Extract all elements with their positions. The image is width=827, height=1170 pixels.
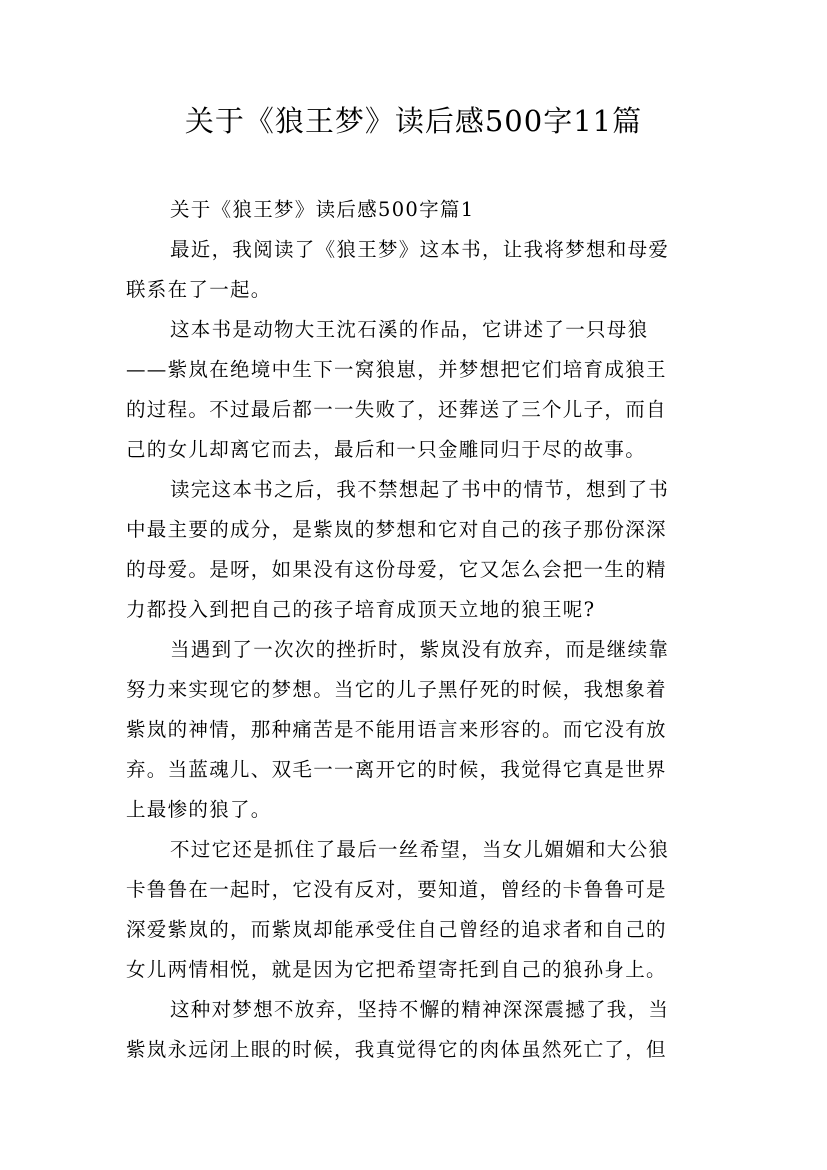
paragraph-line: 力都投入到把自己的孩子培育成顶天立地的狼王呢? (126, 598, 596, 621)
document-title: 关于《狼王梦》读后感500字11篇 (184, 104, 643, 138)
paragraph-line: 读完这本书之后，我不禁想起了书中的情节，想到了书 (170, 478, 670, 501)
paragraph-line: 这本书是动物大王沈石溪的作品，它讲述了一只母狼 (170, 318, 649, 341)
paragraph-line: 弃。当蓝魂儿、双毛一一离开它的时候，我觉得它真是世界 (126, 758, 667, 781)
paragraph-line: 己的女儿却离它而去，最后和一只金雕同归于尽的故事。 (126, 438, 647, 461)
paragraph-line: 不过它还是抓住了最后一丝希望，当女儿媚媚和大公狼 (170, 838, 670, 861)
paragraph-line: 女儿两情相悦，就是因为它把希望寄托到自己的狼孙身上。 (126, 958, 667, 981)
paragraph-line: 的母爱。是呀，如果没有这份母爱，它又怎么会把一生的精 (126, 558, 667, 581)
paragraph-line: 上最惨的狼了。 (126, 798, 272, 821)
document-body (126, 190, 706, 1070)
paragraph-line: 卡鲁鲁在一起时，它没有反对，要知道，曾经的卡鲁鲁可是 (126, 878, 667, 901)
paragraph-line: 紫岚永远闭上眼的时候，我真觉得它的肉体虽然死亡了，但 (126, 1038, 667, 1061)
paragraph-line: ——紫岚在绝境中生下一窝狼崽，并梦想把它们培育成狼王 (126, 358, 667, 381)
paragraph-line: 最近，我阅读了《狼王梦》这本书，让我将梦想和母爱 (170, 238, 670, 261)
paragraph-line: 深爱紫岚的，而紫岚却能承受住自己曾经的追求者和自己的 (126, 918, 667, 941)
paragraph-line: 联系在了一起。 (126, 278, 272, 301)
section-heading: 关于《狼王梦》读后感500字篇1 (170, 198, 475, 221)
paragraph-line: 当遇到了一次次的挫折时，紫岚没有放弃，而是继续靠 (170, 638, 670, 661)
paragraph-line: 这种对梦想不放弃，坚持不懈的精神深深震撼了我，当 (170, 998, 670, 1021)
paragraph-line: 的过程。不过最后都一一失败了，还葬送了三个儿子，而自 (126, 398, 667, 421)
paragraph-line: 紫岚的神情，那种痛苦是不能用语言来形容的。而它没有放 (126, 718, 667, 741)
paragraph-line: 中最主要的成分，是紫岚的梦想和它对自己的孩子那份深深 (126, 518, 667, 541)
paragraph-line: 努力来实现它的梦想。当它的儿子黑仔死的时候，我想象着 (126, 678, 667, 701)
